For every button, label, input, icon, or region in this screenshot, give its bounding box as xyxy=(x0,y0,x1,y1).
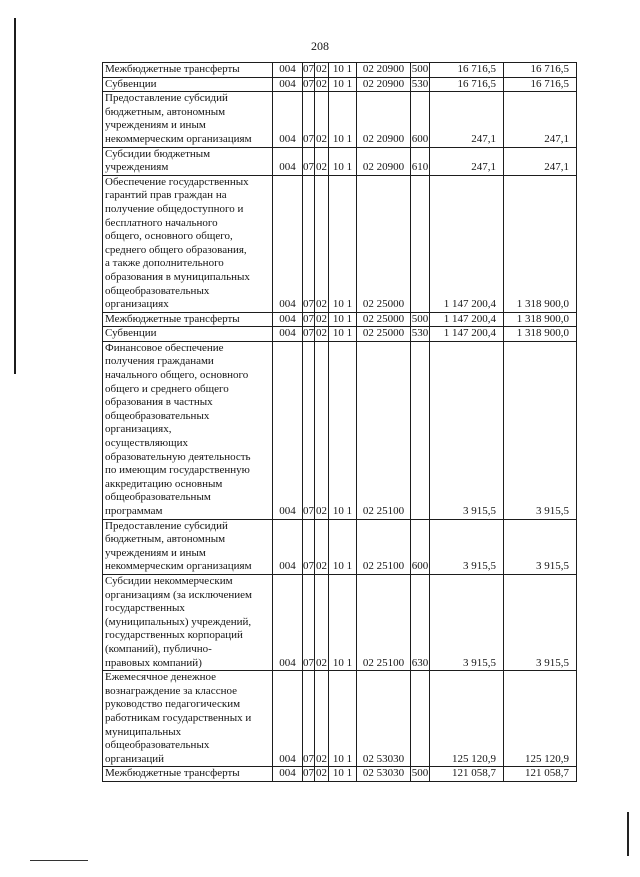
amount-year-2: 3 915,5 xyxy=(504,574,577,670)
amount-year-1: 16 716,5 xyxy=(430,77,504,92)
expense-type-code: 610 xyxy=(411,147,430,175)
amount-year-1: 16 716,5 xyxy=(430,63,504,78)
target-code: 02 25000 xyxy=(357,175,411,312)
target-code: 02 20900 xyxy=(357,63,411,78)
amount-year-1: 247,1 xyxy=(430,147,504,175)
target-code: 02 25000 xyxy=(357,327,411,342)
row-name: Межбюджетные трансферты xyxy=(103,63,273,78)
section-code: 07 xyxy=(303,312,315,327)
section-code: 07 xyxy=(303,767,315,782)
table-row xyxy=(103,77,577,92)
section-code: 07 xyxy=(303,519,315,574)
program-code: 10 1 xyxy=(329,519,357,574)
table-row xyxy=(103,147,577,175)
section-code: 07 xyxy=(303,671,315,767)
subsection-code: 02 xyxy=(315,519,329,574)
amount-year-2: 16 716,5 xyxy=(504,63,577,78)
subsection-code: 02 xyxy=(315,767,329,782)
subsection-code: 02 xyxy=(315,77,329,92)
ministry-code: 004 xyxy=(273,574,303,670)
ministry-code: 004 xyxy=(273,519,303,574)
expense-type-code: 500 xyxy=(411,767,430,782)
amount-year-2: 121 058,7 xyxy=(504,767,577,782)
section-code: 07 xyxy=(303,63,315,78)
expense-type-code: 530 xyxy=(411,327,430,342)
amount-year-1: 1 147 200,4 xyxy=(430,327,504,342)
row-name: Субсидии некоммерческим организациям (за исключением государственных (муниципальных) учреждений, государственных корпораций (компаний), публично- правовых компаний) xyxy=(103,574,273,670)
amount-year-2: 247,1 xyxy=(504,92,577,147)
section-code: 07 xyxy=(303,175,315,312)
section-code: 07 xyxy=(303,147,315,175)
budget-table xyxy=(102,62,577,782)
section-code: 07 xyxy=(303,77,315,92)
page-number: 208 xyxy=(311,39,329,53)
amount-year-2: 3 915,5 xyxy=(504,519,577,574)
row-name: Межбюджетные трансферты xyxy=(103,767,273,782)
ministry-code: 004 xyxy=(273,671,303,767)
program-code: 10 1 xyxy=(329,92,357,147)
target-code: 02 20900 xyxy=(357,92,411,147)
section-code: 07 xyxy=(303,92,315,147)
row-name: Субсидии бюджетным учреждениям xyxy=(103,147,273,175)
row-name: Обеспечение государственных гарантий прав граждан на получение общедоступного и бесплатного начального общего, основного общего, среднего общего образования, а также дополнительного образования в муниципальных общеобразовательных организациях xyxy=(103,175,273,312)
section-code: 07 xyxy=(303,341,315,519)
program-code: 10 1 xyxy=(329,671,357,767)
row-name: Финансовое обеспечение получения гражданами начального общего, основного общего и среднего общего образования в частных общеобразовательных организациях, осуществляющих образовательную деятельность по имеющим государственную аккредитацию основным общеобразовательным программам xyxy=(103,341,273,519)
ministry-code: 004 xyxy=(273,767,303,782)
amount-year-1: 121 058,7 xyxy=(430,767,504,782)
subsection-code: 02 xyxy=(315,341,329,519)
subsection-code: 02 xyxy=(315,671,329,767)
subsection-code: 02 xyxy=(315,63,329,78)
ministry-code: 004 xyxy=(273,341,303,519)
expense-type-code xyxy=(411,671,430,767)
table-row xyxy=(103,767,577,782)
right-edge-line xyxy=(627,812,629,856)
ministry-code: 004 xyxy=(273,175,303,312)
target-code: 02 53030 xyxy=(357,767,411,782)
table-row xyxy=(103,92,577,147)
expense-type-code xyxy=(411,341,430,519)
program-code: 10 1 xyxy=(329,341,357,519)
budget-table-body xyxy=(103,63,577,782)
amount-year-1: 1 147 200,4 xyxy=(430,312,504,327)
ministry-code: 004 xyxy=(273,327,303,342)
row-name: Предоставление субсидий бюджетным, автономным учреждениям и иным некоммерческим организациям xyxy=(103,519,273,574)
amount-year-1: 3 915,5 xyxy=(430,519,504,574)
amount-year-2: 3 915,5 xyxy=(504,341,577,519)
amount-year-1: 125 120,9 xyxy=(430,671,504,767)
target-code: 02 25100 xyxy=(357,519,411,574)
amount-year-1: 3 915,5 xyxy=(430,574,504,670)
table-row xyxy=(103,63,577,78)
expense-type-code: 600 xyxy=(411,92,430,147)
row-name: Межбюджетные трансферты xyxy=(103,312,273,327)
row-name: Субвенции xyxy=(103,77,273,92)
program-code: 10 1 xyxy=(329,63,357,78)
program-code: 10 1 xyxy=(329,175,357,312)
target-code: 02 25100 xyxy=(357,574,411,670)
program-code: 10 1 xyxy=(329,77,357,92)
row-name: Субвенции xyxy=(103,327,273,342)
amount-year-2: 1 318 900,0 xyxy=(504,327,577,342)
program-code: 10 1 xyxy=(329,312,357,327)
amount-year-1: 3 915,5 xyxy=(430,341,504,519)
subsection-code: 02 xyxy=(315,574,329,670)
amount-year-2: 125 120,9 xyxy=(504,671,577,767)
amount-year-2: 16 716,5 xyxy=(504,77,577,92)
ministry-code: 004 xyxy=(273,92,303,147)
table-row xyxy=(103,327,577,342)
left-margin-line xyxy=(14,18,16,374)
table-row xyxy=(103,175,577,312)
subsection-code: 02 xyxy=(315,327,329,342)
row-name: Предоставление субсидий бюджетным, автономным учреждениям и иным некоммерческим организациям xyxy=(103,92,273,147)
subsection-code: 02 xyxy=(315,147,329,175)
table-row xyxy=(103,671,577,767)
table-row xyxy=(103,312,577,327)
target-code: 02 20900 xyxy=(357,77,411,92)
amount-year-2: 1 318 900,0 xyxy=(504,312,577,327)
amount-year-1: 1 147 200,4 xyxy=(430,175,504,312)
ministry-code: 004 xyxy=(273,147,303,175)
expense-type-code: 530 xyxy=(411,77,430,92)
amount-year-2: 247,1 xyxy=(504,147,577,175)
expense-type-code: 500 xyxy=(411,312,430,327)
target-code: 02 53030 xyxy=(357,671,411,767)
amount-year-2: 1 318 900,0 xyxy=(504,175,577,312)
ministry-code: 004 xyxy=(273,77,303,92)
amount-year-1: 247,1 xyxy=(430,92,504,147)
subsection-code: 02 xyxy=(315,175,329,312)
table-row xyxy=(103,341,577,519)
bottom-margin-line xyxy=(30,860,88,861)
section-code: 07 xyxy=(303,574,315,670)
ministry-code: 004 xyxy=(273,63,303,78)
target-code: 02 20900 xyxy=(357,147,411,175)
section-code: 07 xyxy=(303,327,315,342)
ministry-code: 004 xyxy=(273,312,303,327)
subsection-code: 02 xyxy=(315,312,329,327)
table-row xyxy=(103,574,577,670)
subsection-code: 02 xyxy=(315,92,329,147)
program-code: 10 1 xyxy=(329,147,357,175)
table-row xyxy=(103,519,577,574)
expense-type-code: 600 xyxy=(411,519,430,574)
expense-type-code: 500 xyxy=(411,63,430,78)
program-code: 10 1 xyxy=(329,327,357,342)
target-code: 02 25000 xyxy=(357,312,411,327)
target-code: 02 25100 xyxy=(357,341,411,519)
expense-type-code xyxy=(411,175,430,312)
program-code: 10 1 xyxy=(329,574,357,670)
row-name: Ежемесячное денежное вознаграждение за классное руководство педагогическим работникам государственных и муниципальных общеобразовательных организаций xyxy=(103,671,273,767)
expense-type-code: 630 xyxy=(411,574,430,670)
program-code: 10 1 xyxy=(329,767,357,782)
